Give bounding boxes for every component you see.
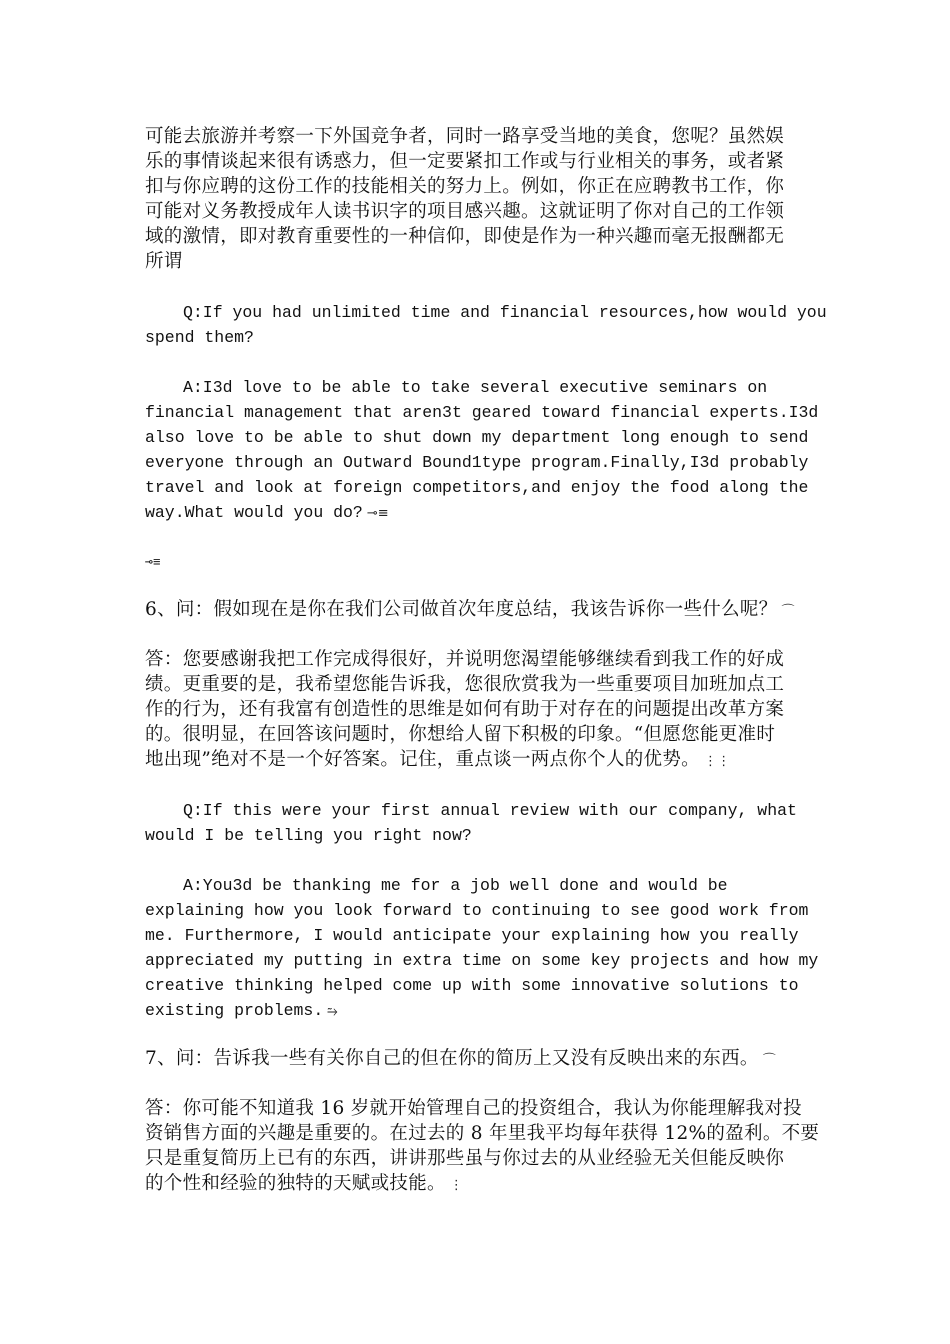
text-line-content: existing problems. bbox=[145, 1001, 324, 1020]
text-line: everyone through an Outward Bound1type program.Finally,I3d probably bbox=[145, 453, 809, 472]
text-line: 的。很明显，在回答该问题时，你想给人留下积极的印象。“但愿您能更准时 bbox=[145, 724, 776, 745]
text-line bbox=[145, 597, 810, 624]
text-line: 扣与你应聘的这份工作的技能相关的努力上。例如，你正在应聘教书工作，你 bbox=[145, 176, 785, 197]
text-line-content: 6、问：假如现在是你在我们公司做首次年度总结，我该告诉你一些什么呢？ bbox=[145, 599, 778, 620]
text-line: 乐的事情谈起来很有诱惑力，但一定要紧扣工作或与行业相关的事务，或者紧 bbox=[145, 151, 785, 172]
text-line: 可能去旅游并考察一下外国竞争者，同时一路享受当地的美食，您呢？虽然娱 bbox=[145, 126, 785, 147]
question-6-chinese bbox=[145, 597, 810, 624]
text-line: 答：你可能不知道我 16 岁就开始管理自己的投资组合，我认为你能理解我对投 bbox=[145, 1098, 802, 1119]
text-line: creative thinking helped come up with some innovative solutions to bbox=[145, 976, 799, 995]
paragraph-mark-icon: ⊸≡ bbox=[366, 506, 389, 521]
text-line: explaining how you look forward to continuing to see good work from bbox=[145, 901, 809, 920]
text-line: travel and look at foreign competitors,and enjoy the food along the bbox=[145, 478, 809, 497]
text-line: 作的行为，还有我富有创造性的思维是如何有助于对存在的问题提出改革方案 bbox=[145, 699, 785, 720]
text-line: financial management that aren3t geared toward financial experts.I3d bbox=[145, 403, 819, 422]
paragraph-mark-icon: ⌒ bbox=[762, 1053, 776, 1068]
question-7-chinese bbox=[145, 1046, 810, 1073]
text-line: also love to be able to shut down my department long enough to send bbox=[145, 428, 809, 447]
answer-6-english bbox=[145, 873, 819, 1024]
text-line: 域的激情，即对教育重要性的一种信仰，即使是作为一种兴趣而毫无报酬都无 bbox=[145, 226, 785, 247]
paragraph-mark-icon: ⥲ bbox=[327, 1004, 338, 1019]
text-line: 绩。更重要的是，我希望您能告诉我，您很欣赏我为一些重要项目加班加点工 bbox=[145, 674, 785, 695]
text-line: spend them? bbox=[145, 328, 254, 347]
text-line bbox=[145, 1046, 810, 1073]
paragraph-mark-icon: ⋮ bbox=[449, 1178, 464, 1193]
question-6-english bbox=[145, 798, 810, 848]
text-line-content: 的个性和经验的独特的天赋或技能。 bbox=[145, 1173, 446, 1194]
text-line: Q:If you had unlimited time and financial resources,how would you bbox=[183, 303, 827, 322]
empty-paragraph bbox=[145, 550, 810, 575]
text-line: 可能对义务教授成年人读书识字的项目感兴趣。这就证明了你对自己的工作领 bbox=[145, 201, 785, 222]
text-line-content: way.What would you do? bbox=[145, 503, 363, 522]
answer-6-chinese bbox=[145, 647, 810, 774]
text-line bbox=[145, 1171, 810, 1198]
paragraph-hobby-answer bbox=[145, 124, 810, 274]
paragraph-mark-icon: ⋮⋮ bbox=[703, 754, 731, 769]
text-line: me. Furthermore, I would anticipate your explaining how you really bbox=[145, 926, 799, 945]
text-line: 所谓 bbox=[145, 251, 183, 272]
text-line: 答：您要感谢我把工作完成得很好，并说明您渴望能够继续看到我工作的好成 bbox=[145, 649, 785, 670]
answer-5-english bbox=[145, 375, 819, 526]
paragraph-mark-icon: ⌒ bbox=[781, 604, 795, 619]
question-5-english bbox=[145, 300, 827, 350]
text-line: appreciated my putting in extra time on some key projects and how my bbox=[145, 951, 819, 970]
text-line-content: 7、问：告诉我一些有关你自己的但在你的简历上又没有反映出来的东西。 bbox=[145, 1048, 759, 1069]
text-line: A:You3d be thanking me for a job well done and would be bbox=[183, 876, 728, 895]
text-line: 只是重复简历上已有的东西，讲讲那些虽与你过去的从业经验无关但能反映你 bbox=[145, 1148, 785, 1169]
text-line bbox=[145, 998, 810, 1024]
text-line: would I be telling you right now? bbox=[145, 826, 472, 845]
text-line bbox=[145, 747, 810, 774]
text-line-content: 地出现”绝对不是一个好答案。记住，重点谈一两点你个人的优势。 bbox=[145, 749, 700, 770]
text-line: 资销售方面的兴趣是重要的。在过去的 8 年里我平均每年获得 12%的盈利。不要 bbox=[145, 1123, 820, 1144]
answer-7-chinese bbox=[145, 1096, 820, 1198]
text-line bbox=[145, 500, 810, 526]
paragraph-mark-icon: ⊸≡ bbox=[145, 555, 161, 570]
text-line: Q:If this were your first annual review with our company, what bbox=[183, 801, 797, 820]
text-line: A:I3d love to be able to take several executive seminars on bbox=[183, 378, 768, 397]
